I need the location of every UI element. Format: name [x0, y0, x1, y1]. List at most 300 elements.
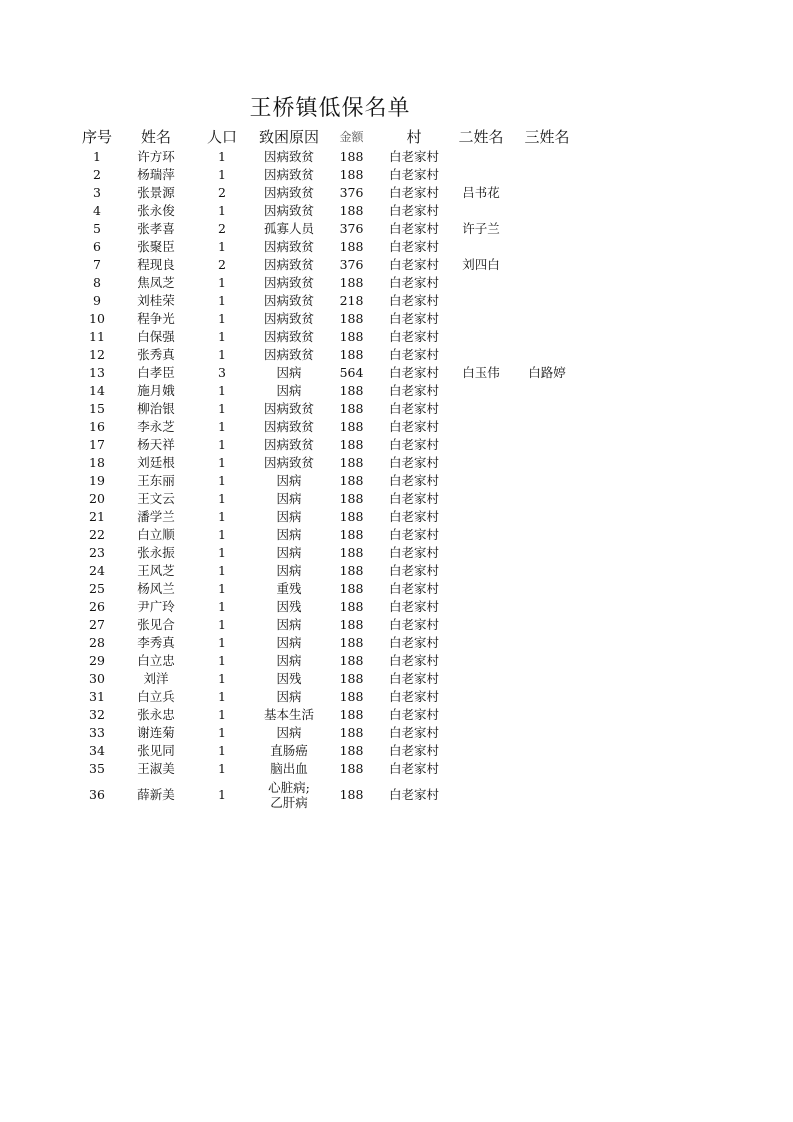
cell-no: 14 [89, 383, 105, 398]
cell-name2 [449, 562, 513, 580]
cell-village: 白老家村 [388, 617, 439, 632]
cell-population: 1 [218, 635, 226, 650]
cell-village: 白老家村 [388, 455, 439, 470]
cell-name2 [449, 580, 513, 598]
cell-name2 [449, 238, 513, 256]
cell-village: 白老家村 [388, 311, 439, 326]
cell-name2 [449, 706, 513, 724]
cell-name3 [513, 724, 581, 742]
cell-population: 1 [218, 437, 226, 452]
cell-name3 [513, 400, 581, 418]
cell-reason: 因病致贫 [263, 311, 314, 326]
cell-name: 许方环 [137, 149, 175, 164]
table-body [72, 148, 581, 778]
cell-reason: 因病 [276, 509, 302, 524]
table-row [72, 544, 581, 562]
cell-name3 [513, 220, 581, 238]
cell-name2 [449, 346, 513, 364]
cell-name2: 吕书花 [462, 185, 500, 200]
cell-name: 刘洋 [143, 671, 169, 686]
cell-population: 1 [218, 653, 226, 668]
cell-reason: 因病致贫 [263, 185, 314, 200]
cell-population: 1 [218, 787, 226, 802]
cell-no: 2 [93, 167, 101, 182]
cell-reason: 因病 [276, 473, 302, 488]
cell-population: 1 [218, 167, 226, 182]
cell-name3 [513, 634, 581, 652]
cell-amount: 188 [339, 419, 364, 434]
cell-name: 张永忠 [137, 707, 175, 722]
cell-name: 杨风兰 [137, 581, 175, 596]
cell-name: 白立兵 [137, 689, 175, 704]
cell-name3 [513, 598, 581, 616]
cell-name: 程现良 [137, 257, 175, 272]
table-row [72, 202, 581, 220]
cell-name: 张聚臣 [137, 239, 175, 254]
cell-name: 尹广玲 [137, 599, 175, 614]
cell-name3 [513, 310, 581, 328]
cell-amount: 188 [339, 617, 364, 632]
cell-population: 1 [218, 329, 226, 344]
cell-population: 1 [218, 203, 226, 218]
header-name3: 三姓名 [524, 128, 570, 146]
cell-name2 [449, 724, 513, 742]
cell-amount: 188 [339, 455, 364, 470]
cell-name3 [513, 454, 581, 472]
cell-name: 张见合 [137, 617, 175, 632]
cell-name2 [449, 274, 513, 292]
cell-reason: 因病致贫 [263, 293, 314, 308]
cell-name2 [449, 670, 513, 688]
cell-population: 1 [218, 383, 226, 398]
cell-population: 2 [218, 221, 226, 236]
cell-amount: 564 [339, 365, 364, 380]
cell-no: 27 [89, 617, 105, 632]
cell-reason: 因病致贫 [263, 203, 314, 218]
cell-name3 [513, 706, 581, 724]
cell-population: 1 [218, 671, 226, 686]
table-row [72, 238, 581, 256]
cell-name3 [513, 148, 581, 166]
cell-name3 [513, 490, 581, 508]
cell-name2 [449, 202, 513, 220]
cell-reason: 因病 [276, 491, 302, 506]
cell-name2 [449, 166, 513, 184]
cell-no: 10 [89, 311, 105, 326]
cell-population: 1 [218, 491, 226, 506]
cell-village: 白老家村 [388, 563, 439, 578]
cell-village: 白老家村 [388, 239, 439, 254]
cell-population: 1 [218, 617, 226, 632]
cell-name: 白孝臣 [137, 365, 175, 380]
cell-name3: 白路婷 [528, 365, 566, 380]
cell-population: 1 [218, 743, 226, 758]
cell-village: 白老家村 [388, 149, 439, 164]
cell-amount: 188 [339, 239, 364, 254]
cell-amount: 188 [339, 545, 364, 560]
table-row [72, 778, 581, 812]
cell-name: 杨天祥 [137, 437, 175, 452]
cell-village: 白老家村 [388, 635, 439, 650]
cell-population: 1 [218, 725, 226, 740]
cell-population: 1 [218, 473, 226, 488]
cell-reason: 因病 [276, 725, 302, 740]
cell-name3 [513, 184, 581, 202]
cell-name: 谢连菊 [137, 725, 175, 740]
cell-no: 16 [89, 419, 105, 434]
cell-name: 王东丽 [137, 473, 175, 488]
cell-name2 [449, 526, 513, 544]
cell-name3 [513, 616, 581, 634]
cell-name: 白立顺 [137, 527, 175, 542]
table-row [72, 418, 581, 436]
cell-amount: 218 [339, 293, 364, 308]
cell-reason: 因残 [276, 599, 302, 614]
cell-village: 白老家村 [388, 527, 439, 542]
cell-reason: 因病致贫 [263, 347, 314, 362]
cell-name3 [513, 760, 581, 778]
cell-no: 9 [93, 293, 101, 308]
cell-name: 王文云 [137, 491, 175, 506]
cell-no: 20 [89, 491, 105, 506]
cell-village: 白老家村 [388, 185, 439, 200]
table-row [72, 454, 581, 472]
cell-reason: 因病 [276, 545, 302, 560]
cell-village: 白老家村 [388, 365, 439, 380]
cell-name3 [513, 436, 581, 454]
cell-village: 白老家村 [388, 653, 439, 668]
cell-name: 张景源 [137, 185, 175, 200]
cell-name3 [513, 778, 581, 812]
table-row [72, 562, 581, 580]
cell-name: 张永振 [137, 545, 175, 560]
cell-reason: 因病致贫 [263, 167, 314, 182]
cell-reason: 因病致贫 [263, 149, 314, 164]
table-row [72, 688, 581, 706]
cell-village: 白老家村 [388, 419, 439, 434]
table-header-row [72, 126, 581, 148]
cell-village: 白老家村 [388, 401, 439, 416]
cell-name2 [449, 490, 513, 508]
cell-no: 8 [93, 275, 101, 290]
cell-name3 [513, 508, 581, 526]
header-name: 姓名 [140, 128, 171, 146]
table-row [72, 292, 581, 310]
cell-no: 23 [89, 545, 105, 560]
cell-population: 1 [218, 599, 226, 614]
cell-amount: 188 [339, 509, 364, 524]
cell-village: 白老家村 [388, 203, 439, 218]
cell-name2: 白玉伟 [462, 365, 500, 380]
cell-name: 刘桂荣 [137, 293, 175, 308]
cell-name2 [449, 688, 513, 706]
cell-name3 [513, 670, 581, 688]
cell-population: 1 [218, 581, 226, 596]
table-row [72, 256, 581, 274]
cell-name2 [449, 310, 513, 328]
cell-reason: 因病致贫 [263, 329, 314, 344]
cell-name2 [449, 418, 513, 436]
cell-amount: 188 [339, 311, 364, 326]
table-row [72, 670, 581, 688]
cell-reason [254, 778, 324, 812]
cell-name: 白保强 [137, 329, 175, 344]
table-row [72, 634, 581, 652]
table-row [72, 724, 581, 742]
cell-reason: 孤寡人员 [263, 221, 314, 236]
cell-village: 白老家村 [388, 581, 439, 596]
cell-no: 13 [89, 365, 105, 380]
table-row [72, 148, 581, 166]
cell-amount: 376 [339, 185, 364, 200]
cell-village: 白老家村 [388, 671, 439, 686]
header-reason: 致困原因 [258, 128, 319, 146]
cell-amount: 376 [339, 221, 364, 236]
cell-no: 28 [89, 635, 105, 650]
cell-village: 白老家村 [388, 329, 439, 344]
cell-population: 1 [218, 509, 226, 524]
cell-village: 白老家村 [388, 437, 439, 452]
cell-name3 [513, 238, 581, 256]
cell-name2 [449, 472, 513, 490]
cell-name2 [449, 652, 513, 670]
cell-no: 30 [89, 671, 105, 686]
header-amount: 金额 [339, 130, 364, 144]
cell-name3 [513, 526, 581, 544]
cell-no: 1 [93, 149, 101, 164]
table-row [72, 652, 581, 670]
cell-name2 [449, 400, 513, 418]
cell-name: 杨瑞萍 [137, 167, 175, 182]
cell-no: 12 [89, 347, 105, 362]
cell-reason: 因残 [276, 671, 302, 686]
cell-amount: 188 [339, 725, 364, 740]
table-row [72, 580, 581, 598]
cell-name2 [449, 598, 513, 616]
cell-population: 1 [218, 275, 226, 290]
cell-name: 张孝喜 [137, 221, 175, 236]
cell-name3 [513, 472, 581, 490]
cell-reason: 因病致贫 [263, 257, 314, 272]
cell-name: 焦凤芝 [137, 275, 175, 290]
header-village: 村 [406, 128, 422, 146]
cell-amount: 188 [339, 563, 364, 578]
cell-name3 [513, 166, 581, 184]
cell-population: 1 [218, 149, 226, 164]
cell-amount: 188 [339, 203, 364, 218]
cell-amount: 188 [339, 149, 364, 164]
cell-no: 33 [89, 725, 105, 740]
cell-population: 1 [218, 761, 226, 776]
cell-amount: 188 [339, 761, 364, 776]
cell-population: 1 [218, 311, 226, 326]
table-row [72, 166, 581, 184]
cell-amount: 188 [339, 635, 364, 650]
cell-name3 [513, 418, 581, 436]
table-row [72, 310, 581, 328]
cell-amount: 188 [339, 329, 364, 344]
cell-amount: 188 [339, 473, 364, 488]
cell-village: 白老家村 [388, 743, 439, 758]
cell-amount: 376 [339, 257, 364, 272]
cell-reason: 因病致贫 [263, 455, 314, 470]
cell-amount: 188 [339, 383, 364, 398]
cell-population: 1 [218, 545, 226, 560]
cell-no: 25 [89, 581, 105, 596]
cell-name3 [513, 688, 581, 706]
cell-no: 3 [93, 185, 101, 200]
cell-population: 1 [218, 707, 226, 722]
cell-reason: 因病 [276, 617, 302, 632]
table-row [72, 328, 581, 346]
cell-reason: 因病 [276, 383, 302, 398]
table-row [72, 472, 581, 490]
cell-amount: 188 [339, 707, 364, 722]
table-row [72, 742, 581, 760]
cell-name2 [449, 760, 513, 778]
cell-no: 36 [89, 787, 105, 802]
cell-name2 [449, 544, 513, 562]
cell-amount: 188 [339, 743, 364, 758]
table-row [72, 346, 581, 364]
cell-name2 [449, 454, 513, 472]
cell-no: 34 [89, 743, 105, 758]
cell-amount: 188 [339, 599, 364, 614]
cell-no: 6 [93, 239, 101, 254]
cell-amount: 188 [339, 401, 364, 416]
cell-name3 [513, 562, 581, 580]
cell-name: 李秀真 [137, 635, 175, 650]
cell-village: 白老家村 [388, 707, 439, 722]
cell-amount: 188 [339, 653, 364, 668]
cell-name3 [513, 742, 581, 760]
cell-village: 白老家村 [388, 275, 439, 290]
cell-village: 白老家村 [388, 491, 439, 506]
cell-name2 [449, 292, 513, 310]
cell-population: 1 [218, 527, 226, 542]
header-no: 序号 [81, 128, 112, 146]
cell-no: 35 [89, 761, 105, 776]
cell-name3 [513, 580, 581, 598]
cell-population: 1 [218, 563, 226, 578]
roster-table [72, 126, 581, 812]
table-row [72, 760, 581, 778]
cell-reason: 因病 [276, 527, 302, 542]
cell-name2 [449, 382, 513, 400]
cell-name3 [513, 292, 581, 310]
cell-name: 白立忠 [137, 653, 175, 668]
cell-reason: 因病致贫 [263, 401, 314, 416]
cell-reason: 因病 [276, 365, 302, 380]
cell-village: 白老家村 [388, 347, 439, 362]
cell-name2: 许子兰 [462, 221, 500, 236]
cell-village: 白老家村 [388, 599, 439, 614]
table-row [72, 526, 581, 544]
cell-name2 [449, 742, 513, 760]
cell-name: 王淑美 [137, 761, 175, 776]
cell-name2 [449, 634, 513, 652]
cell-name: 李永芝 [137, 419, 175, 434]
cell-no: 19 [89, 473, 105, 488]
cell-name2 [449, 616, 513, 634]
cell-amount: 188 [339, 527, 364, 542]
cell-population: 1 [218, 689, 226, 704]
cell-reason: 因病 [276, 689, 302, 704]
cell-no: 11 [89, 329, 105, 344]
cell-reason: 因病 [276, 653, 302, 668]
cell-name3 [513, 202, 581, 220]
table-row [72, 400, 581, 418]
cell-no: 32 [89, 707, 105, 722]
cell-name: 程争光 [137, 311, 175, 326]
table-row [72, 364, 581, 382]
cell-village: 白老家村 [388, 383, 439, 398]
cell-name3 [513, 256, 581, 274]
page-title: 王桥镇低保名单 [249, 96, 411, 121]
cell-amount: 188 [339, 347, 364, 362]
cell-no: 4 [93, 203, 101, 218]
table-row [72, 706, 581, 724]
table-row [72, 436, 581, 454]
cell-no: 7 [93, 257, 101, 272]
table-row [72, 616, 581, 634]
cell-population: 1 [218, 419, 226, 434]
cell-reason-line1: 心脏病; [268, 780, 310, 795]
cell-reason: 因病 [276, 563, 302, 578]
cell-village: 白老家村 [388, 545, 439, 560]
cell-no: 31 [89, 689, 105, 704]
cell-reason: 脑出血 [270, 761, 308, 776]
cell-reason: 因病致贫 [263, 419, 314, 434]
cell-name: 张秀真 [137, 347, 175, 362]
cell-amount: 188 [339, 689, 364, 704]
cell-reason: 因病致贫 [263, 437, 314, 452]
cell-population: 1 [218, 293, 226, 308]
cell-population: 2 [218, 257, 226, 272]
cell-no: 17 [89, 437, 105, 452]
cell-reason: 因病致贫 [263, 275, 314, 290]
cell-reason: 直肠癌 [270, 743, 308, 758]
cell-name2 [449, 328, 513, 346]
cell-amount: 188 [339, 275, 364, 290]
cell-name: 薛新美 [137, 787, 175, 802]
cell-amount: 188 [339, 491, 364, 506]
cell-population: 3 [218, 365, 226, 380]
cell-village: 白老家村 [388, 293, 439, 308]
cell-village: 白老家村 [388, 509, 439, 524]
cell-no: 15 [89, 401, 105, 416]
cell-amount: 188 [339, 167, 364, 182]
cell-population: 1 [218, 401, 226, 416]
cell-name: 施月娥 [137, 383, 175, 398]
header-name2: 二姓名 [458, 128, 504, 146]
cell-village: 白老家村 [388, 473, 439, 488]
cell-village: 白老家村 [388, 761, 439, 776]
table-row [72, 184, 581, 202]
table-row [72, 508, 581, 526]
cell-name: 刘廷根 [137, 455, 175, 470]
table-row [72, 490, 581, 508]
header-population: 人口 [206, 128, 237, 146]
cell-reason: 重残 [276, 581, 302, 596]
cell-village: 白老家村 [388, 689, 439, 704]
cell-name2 [449, 508, 513, 526]
cell-name2: 刘四白 [462, 257, 500, 272]
cell-name: 张见同 [137, 743, 175, 758]
cell-amount: 188 [339, 437, 364, 452]
cell-name2 [449, 148, 513, 166]
cell-no: 5 [93, 221, 101, 236]
